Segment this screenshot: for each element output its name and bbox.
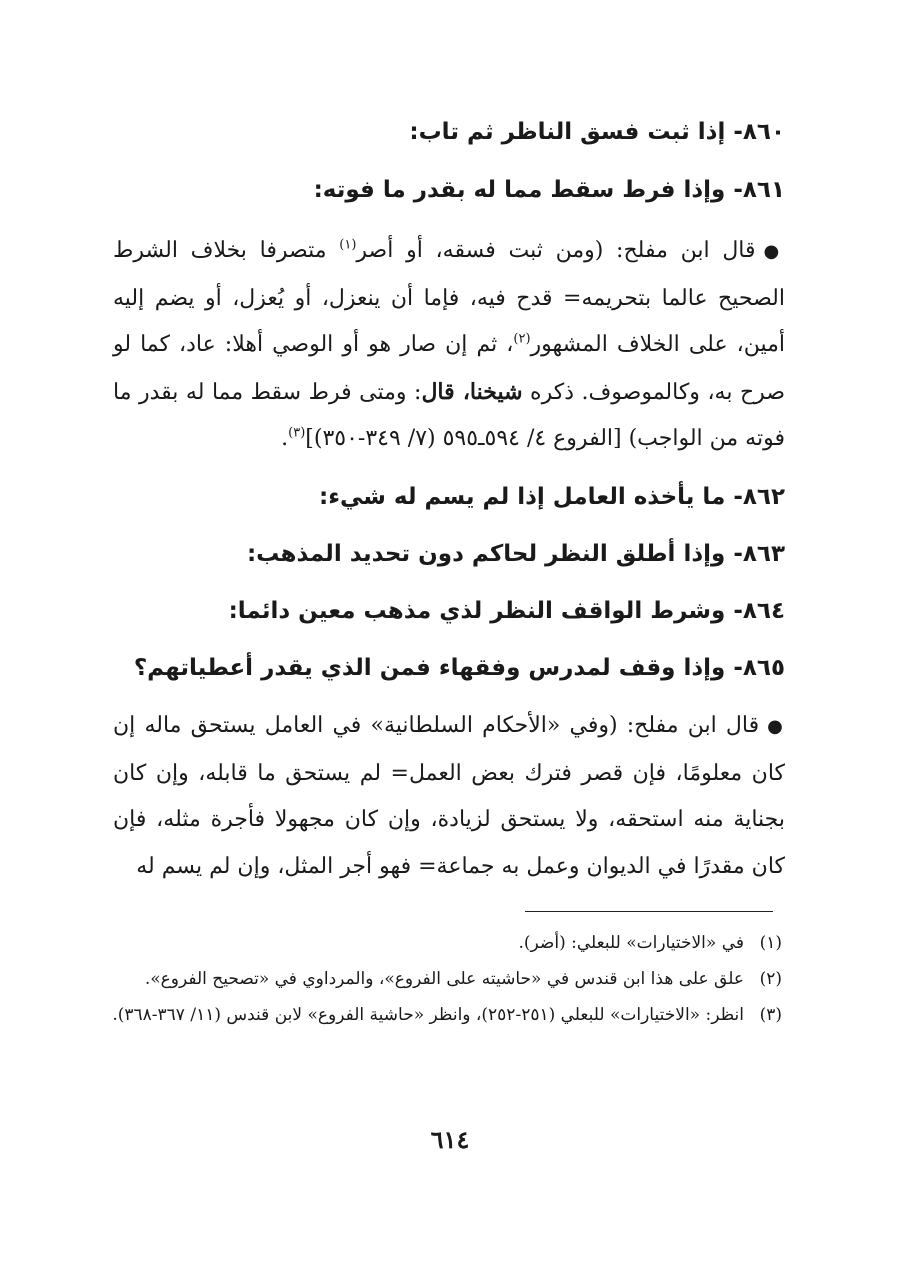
page-number: ٦١٤ (430, 1125, 470, 1154)
bold-phrase: شيخنا، قال (421, 378, 523, 405)
footnote-ref-1: (١) (339, 237, 357, 253)
quote-paragraph-ibn-muflih-1 (113, 228, 785, 463)
paragraph-text: . (281, 426, 289, 451)
quote-paragraph-ibn-muflih-2 (113, 703, 785, 890)
bullet-icon: ● (767, 716, 785, 737)
footnote-ref-3: (٣) (288, 425, 306, 441)
section-heading-860: ٨٦٠- إذا ثبت فسق الناظر ثم تاب: (409, 119, 785, 145)
section-heading-864: ٨٦٤- وشرط الواقف النظر لذي مذهب معين دائما: (228, 598, 785, 624)
paragraph-text: متصرفا بخلاف الشرط الصحيح عالما بتحريمه= قدح فيه، فإما أن ينعزل، أو يُعزل، أو يضم إليه أمين، على الخلاف المشهور (113, 238, 785, 357)
footnote-number: (٣) (759, 1005, 782, 1025)
footnote-number: (٢) (759, 969, 782, 989)
section-heading-861: ٨٦١- وإذا فرط سقط مما له بقدر ما فوته: (313, 177, 785, 203)
footnote-text: في «الاختيارات» للبعلي: (أضر). (518, 933, 744, 953)
footnote-2 (110, 961, 782, 997)
footnote-ref-2: (٢) (513, 331, 531, 347)
footnote-text: انظر: «الاختيارات» للبعلي (٢٥١-٢٥٢)، وانظر «حاشية الفروع» لابن قندس (١١/ ٣٦٧-٣٦٨). (112, 1005, 744, 1025)
footnote-divider (525, 911, 773, 912)
section-heading-865: ٨٦٥- وإذا وقف لمدرس وفقهاء فمن الذي يقدر أعطياتهم؟ (133, 655, 785, 681)
paragraph-text: قال ابن مفلح: (وفي «الأحكام السلطانية» في العامل يستحق ماله إن كان معلومًا، فإن قصر فترك بعض العمل= لم يستحق ما قابله، وإن كان بجناية منه استحقه، ولا يستحق لزيادة، وإن كان مجهولا فأجرة مثله، فإن كان مقدرًا في الديوان وعمل به جماعة= فهو أجر المثل، وإن لم يسم له (113, 713, 785, 879)
footnotes-list (110, 925, 782, 1033)
bullet-icon: ● (763, 241, 785, 262)
footnote-text: علق على هذا ابن قندس في «حاشيته على الفروع»، والمرداوي في «تصحيح الفروع». (144, 969, 744, 989)
paragraph-text: قال ابن مفلح: (ومن ثبت فسقه، أو أصر (356, 238, 756, 263)
paragraph-text: ، ثم إن صار هو أو الوصي أهلا: عاد، كما لو صرح به، وكالموصوف. ذكره (113, 332, 785, 405)
section-heading-863: ٨٦٣- وإذا أطلق النظر لحاكم دون تحديد المذهب: (246, 541, 785, 567)
footnote-3 (110, 997, 782, 1033)
footnote-number: (١) (759, 933, 782, 953)
section-heading-862: ٨٦٢- ما يأخذه العامل إذا لم يسم له شيء: (319, 484, 785, 510)
paragraph-text: : ومتى فرط سقط مما له بقدر ما فوته من الواجب) [الفروع ٤/ ٥٩٤ـ٥٩٥ (٧/ ٣٤٩-٣٥٠)] (113, 379, 785, 451)
footnote-1 (110, 925, 782, 961)
